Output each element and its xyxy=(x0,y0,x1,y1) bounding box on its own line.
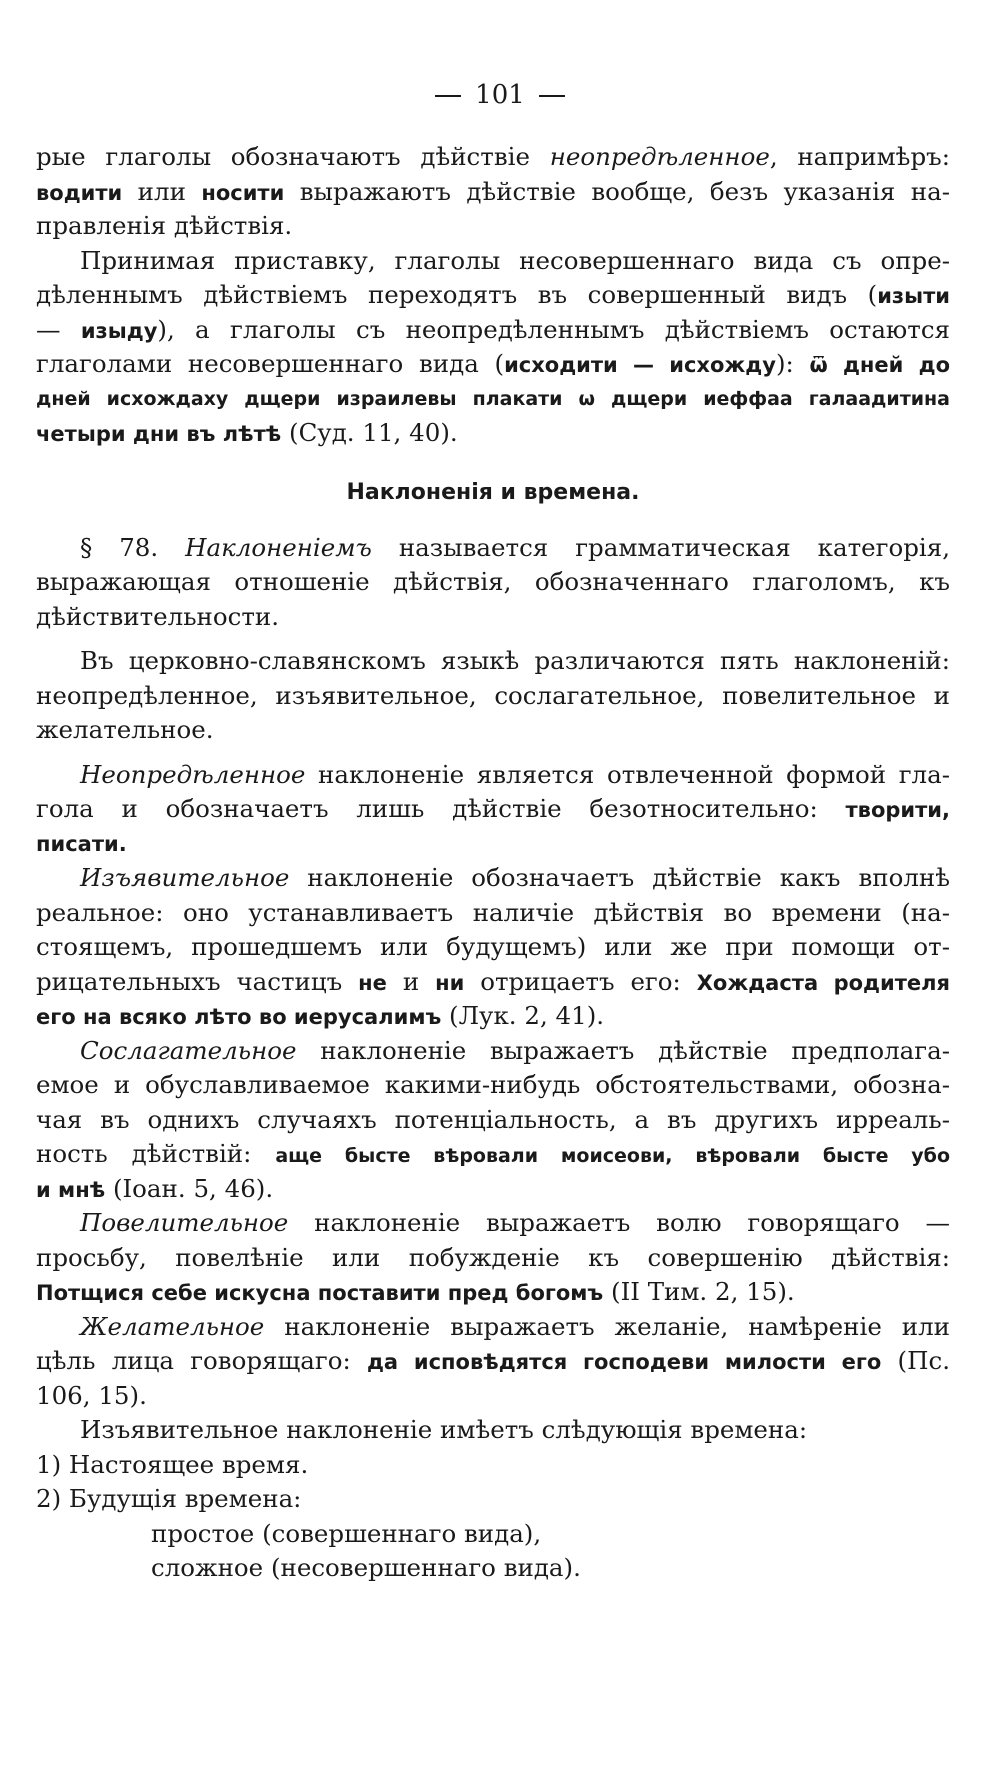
text-line: Потщися себе искусна поставити пред богомъ (II Тим. 2, 15). xyxy=(36,1277,795,1306)
text-line: рицательныхъ частицъ не и ни отрицаетъ его: Хождаста родителя xyxy=(36,966,950,996)
church-slavonic-quote-line: дней исхождаху дщери израилевы плакати ѡ дщери иеффаа галаадитина xyxy=(36,387,950,410)
text-line: — изыду), а глаголы съ неопредѣленнымъ дѣйствіемъ остаются xyxy=(36,314,950,344)
text-line: цѣль лица говорящаго: да исповѣдятся господеви милости его (Пс. xyxy=(36,1346,950,1375)
dash-left xyxy=(435,95,461,97)
text-line: Повелительное наклоненіе выражаетъ волю говорящаго — xyxy=(80,1208,950,1237)
text-line: дѣленнымъ дѣйствіемъ переходятъ въ совершенный видъ (изыти xyxy=(36,280,950,309)
text-line: и мнѣ (Іоан. 5, 46). xyxy=(36,1173,274,1203)
text-line: дѣйствительности. xyxy=(36,601,280,631)
text-line: Неопредѣленное наклоненіе является отвлеченной формой гла- xyxy=(80,759,950,789)
page-number: 101 xyxy=(475,80,525,110)
text-line: 106, 15). xyxy=(36,1380,147,1410)
text-line: его на всяко лѣто во иерусалимъ (Лук. 2, 41). xyxy=(36,1001,605,1030)
text-line: Сослагательное наклоненіе выражаетъ дѣйствіе предполага- xyxy=(80,1035,950,1065)
text-line: неопредѣленное, изъявительное, сослагательное, повелительное и xyxy=(36,680,950,710)
text-line: водити или носити выражаютъ дѣйствіе вообще, безъ указанія на- xyxy=(36,176,950,206)
text-line: четыри дни въ лѣтѣ (Суд. 11, 40). xyxy=(36,418,458,447)
text-line: Изъявительное наклоненіе обозначаетъ дѣйствіе какъ вполнѣ xyxy=(80,863,950,892)
list-item: 2) Будущія времена: xyxy=(36,1484,302,1513)
text-line: выражающая отношеніе дѣйствія, обозначеннаго глаголомъ, къ xyxy=(36,567,950,596)
section-heading: Наклоненія и времена. xyxy=(346,479,640,505)
list-subitem: простое (совершеннаго вида), xyxy=(151,1518,542,1548)
dash-right xyxy=(539,95,565,97)
text-line: просьбу, повелѣніе или побужденіе къ совершенію дѣйствія: xyxy=(36,1242,950,1272)
text-line: рые глаголы обозначаютъ дѣйствіе неопредѣленное, напримѣръ: xyxy=(36,142,950,171)
list-subitem: сложное (несовершеннаго вида). xyxy=(151,1553,581,1582)
text-line: § 78. Наклоненіемъ называется грамматическая категорія, xyxy=(80,532,951,562)
text-line: писати. xyxy=(36,831,127,856)
text-line: Принимая приставку, глаголы несовершеннаго вида съ опре- xyxy=(80,245,950,275)
text-line: реальное: оно устанавливаетъ наличіе дѣйствія во времени (на- xyxy=(36,897,950,927)
list-item: 1) Настоящее время. xyxy=(36,1449,309,1479)
page-body xyxy=(36,140,950,1586)
text-line: глаголами несовершеннаго вида (исходити — исхожду): ѿ дней до xyxy=(36,349,951,378)
text-line: стоящемъ, прошедшемъ или будущемъ) или же при помощи от- xyxy=(36,932,950,961)
text-line: желательное. xyxy=(36,715,214,744)
text-line: Изъявительное наклоненіе имѣетъ слѣдующія времена: xyxy=(80,1415,808,1444)
text-line: Въ церковно-славянскомъ языкѣ различаются пять наклоненій: xyxy=(80,646,950,675)
text-line: Желательное наклоненіе выражаетъ желаніе, намѣреніе или xyxy=(80,1311,950,1341)
text-line: ность дѣйствій: аще бысте вѣровали моисеови, вѣровали бысте убо xyxy=(36,1139,950,1168)
page-number-header xyxy=(0,80,1000,110)
text-line: емое и обуславливаемое какими-нибудь обстоятельствами, обозна- xyxy=(36,1070,950,1099)
text-line: чая въ однихъ случаяхъ потенціальность, а въ другихъ ирреаль- xyxy=(36,1104,950,1134)
text-line: гола и обозначаетъ лишь дѣйствіе безотносительно: творити, xyxy=(36,794,950,823)
text-line: правленія дѣйствія. xyxy=(36,211,293,240)
